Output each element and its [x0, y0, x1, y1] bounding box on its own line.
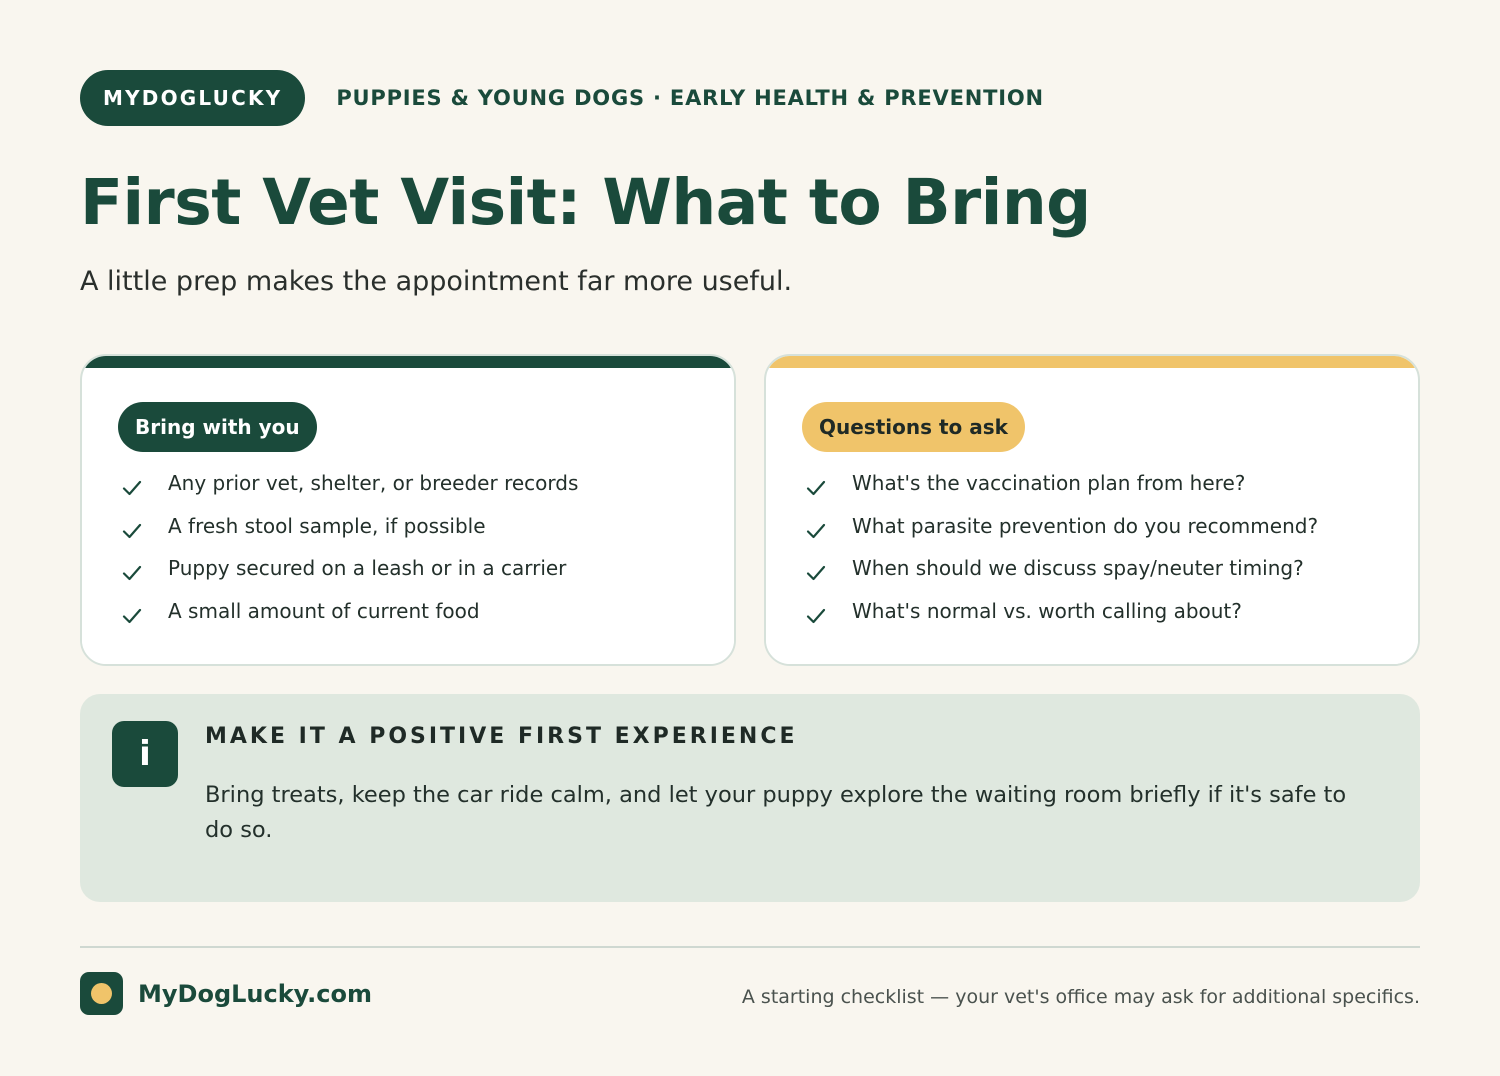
list-item — [802, 590, 1382, 633]
page-subtitle: A little prep makes the appointment far more useful. — [80, 266, 793, 297]
list-item — [802, 547, 1382, 590]
list-item — [802, 505, 1382, 548]
list-item — [802, 462, 1382, 505]
footer-divider — [80, 946, 1420, 948]
questions-to-ask-label: Questions to ask — [802, 402, 1025, 452]
site-name: MyDogLucky.com — [138, 979, 372, 1008]
list-item — [118, 462, 698, 505]
list-item-text: A fresh stool sample, if possible — [168, 513, 486, 538]
tip-body: Bring treats, keep the car ride calm, and let your puppy explore the waiting room briefly if it's safe to do so. — [205, 782, 1347, 843]
list-item — [118, 547, 698, 590]
check-icon — [802, 598, 852, 624]
check-icon — [802, 513, 852, 539]
check-icon — [802, 470, 852, 496]
footer-logo — [80, 972, 372, 1015]
category-kicker: PUPPIES & YOUNG DOGS · EARLY HEALTH & PREVENTION — [336, 86, 1044, 110]
list-item-text: Any prior vet, shelter, or breeder records — [168, 471, 579, 496]
list-item-text: What's normal vs. worth calling about? — [852, 598, 1242, 623]
list-item-text: When should we discuss spay/neuter timing? — [852, 556, 1304, 581]
bring-list — [118, 462, 698, 632]
tip-callout — [80, 694, 1420, 902]
page-title: First Vet Visit: What to Bring — [80, 166, 1091, 239]
list-item-text: What parasite prevention do you recommend? — [852, 513, 1319, 538]
bring-with-you-card — [80, 354, 736, 666]
bring-with-you-label: Bring with you — [118, 402, 317, 452]
card-accent-bar — [82, 356, 734, 368]
questions-to-ask-card — [764, 354, 1420, 666]
brand-badge: MYDOGLUCKY — [80, 70, 305, 126]
check-icon — [118, 555, 168, 581]
check-icon — [118, 513, 168, 539]
check-icon — [118, 470, 168, 496]
logo-icon — [80, 972, 123, 1015]
tip-title: MAKE IT A POSITIVE FIRST EXPERIENCE — [205, 724, 798, 749]
footer-note: A starting checklist — your vet's office may ask for additional specifics. — [741, 986, 1420, 1008]
list-item — [118, 505, 698, 548]
list-item-text: Puppy secured on a leash or in a carrier — [168, 556, 567, 581]
info-icon: i — [112, 721, 178, 787]
logo-dot — [91, 983, 112, 1004]
list-item-text: A small amount of current food — [168, 598, 480, 623]
header — [80, 70, 1044, 126]
questions-list — [802, 462, 1382, 632]
card-accent-bar — [766, 356, 1418, 368]
check-icon — [802, 555, 852, 581]
list-item — [118, 590, 698, 633]
list-item-text: What's the vaccination plan from here? — [852, 471, 1246, 496]
check-icon — [118, 598, 168, 624]
